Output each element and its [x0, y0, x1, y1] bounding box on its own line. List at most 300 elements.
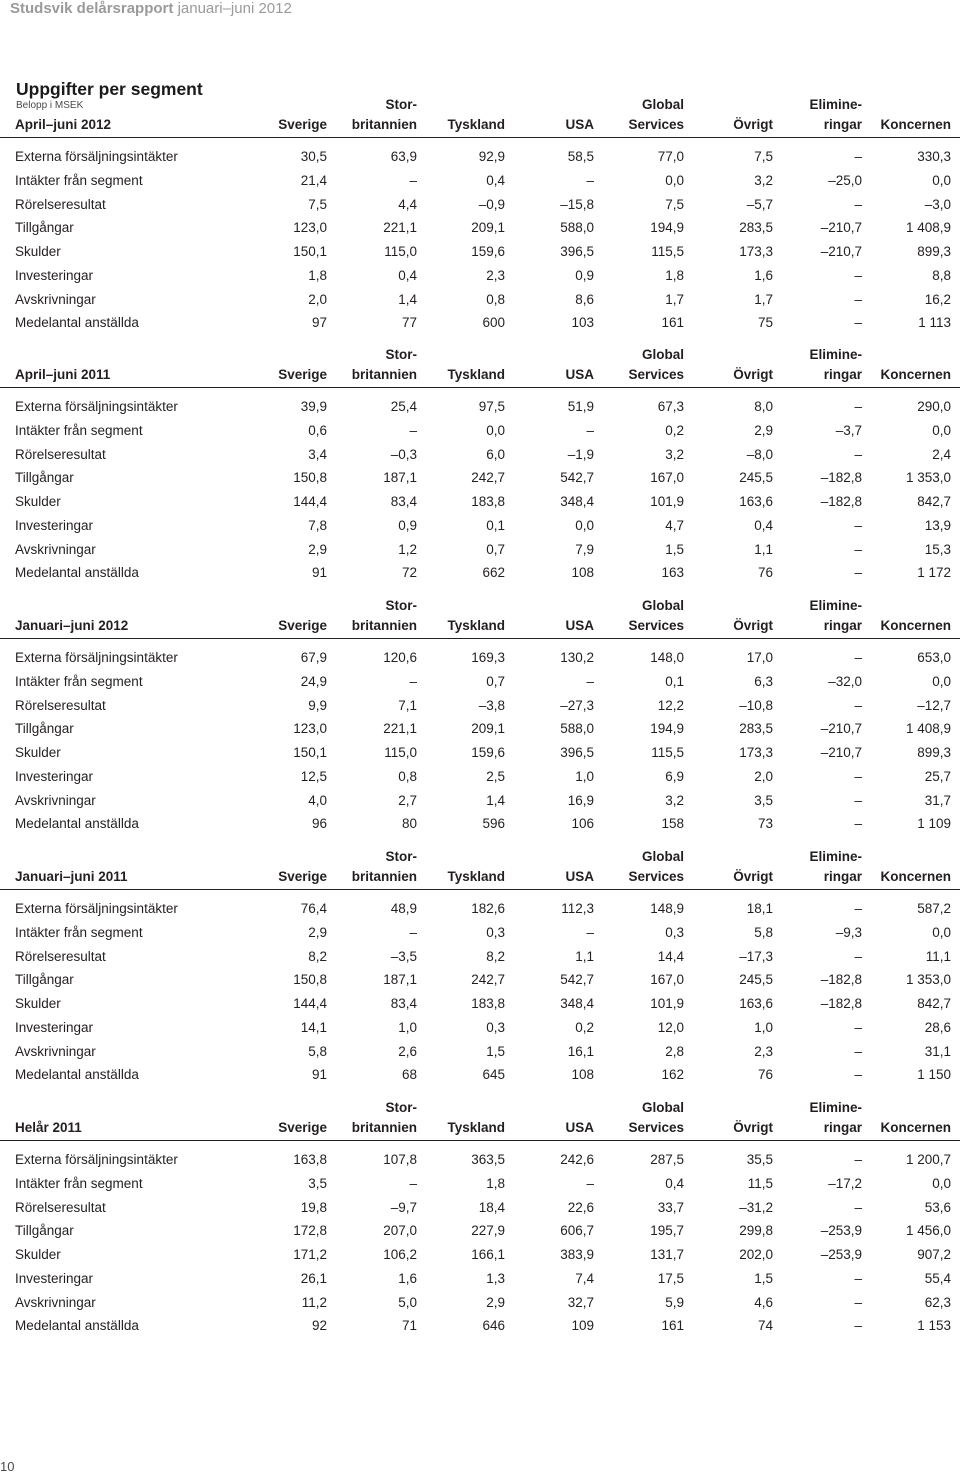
table-row [0, 1315, 960, 1339]
table-row [0, 420, 960, 444]
table-cell: 162 [661, 1067, 684, 1083]
table-cell: –31,2 [739, 1199, 773, 1215]
table-cell: 14,1 [300, 1019, 327, 1035]
table-cell: 16,2 [924, 291, 951, 307]
table-cell: 2,9 [754, 422, 773, 438]
segment-table [0, 598, 960, 837]
table-cell: 1 408,9 [905, 721, 951, 737]
table-cell: 76 [757, 1067, 773, 1083]
table-cell: 22,6 [567, 1199, 594, 1215]
table-cell: 0,0 [932, 1175, 951, 1191]
column-header [880, 1118, 951, 1138]
table-cell: 600 [482, 315, 505, 331]
table-cell: 588,0 [560, 220, 594, 236]
table-row [0, 1244, 960, 1268]
table-cell: 383,9 [560, 1247, 594, 1262]
column-header-line1: Stor- [385, 1100, 417, 1115]
table-cell: 907,2 [917, 1247, 951, 1262]
table-cell: – [586, 422, 594, 438]
table-cell: 72 [401, 565, 417, 581]
table-cell: 144,4 [293, 996, 327, 1011]
column-header-line2: USA [565, 618, 594, 633]
table-cell: 899,3 [917, 745, 951, 760]
column-header-line1: Stor- [385, 97, 417, 112]
table-cell: 103 [571, 315, 594, 331]
column-header-line2: Koncernen [880, 1120, 951, 1135]
table-cell: 130,2 [560, 650, 594, 665]
table-cell: 17,5 [657, 1270, 684, 1286]
table-cell: –210,7 [820, 244, 862, 259]
table-row [0, 1197, 960, 1221]
column-header-line2: USA [565, 1120, 594, 1135]
column-header-line2: Services [628, 618, 684, 633]
column-header-line2: ringar [823, 869, 862, 884]
column-header [447, 365, 505, 385]
table-cell: 1,8 [308, 267, 327, 283]
table-cell: 1,2 [398, 541, 417, 557]
table-cell: 163,6 [739, 494, 773, 509]
table-cell: 3,5 [754, 792, 773, 808]
table-cell: 2,8 [665, 1043, 684, 1059]
table-cell: 108 [571, 1067, 594, 1083]
row-label: Externa försäljningsintäkter [15, 1152, 178, 1167]
column-header-line1: Elimine- [809, 849, 862, 864]
table-cell: 1,5 [486, 1043, 505, 1059]
column-header [628, 847, 684, 887]
table-cell: – [854, 565, 862, 581]
table-cell: 8,2 [308, 948, 327, 964]
table-cell: 101,9 [650, 494, 684, 509]
table-cell: 0,0 [932, 172, 951, 188]
table-row [0, 170, 960, 194]
table-cell: 73 [757, 816, 773, 832]
row-label: Intäkter från segment [15, 924, 143, 940]
table-cell: 7,9 [575, 541, 594, 557]
row-label: Avskrivningar [15, 1043, 96, 1059]
row-label: Skulder [15, 244, 61, 259]
column-header [733, 115, 773, 135]
table-cell: – [409, 924, 417, 940]
table-cell: 2,0 [754, 768, 773, 784]
table-cell: –182,8 [820, 996, 862, 1011]
table-row [0, 1064, 960, 1088]
table-cell: 92 [311, 1318, 327, 1334]
column-header [628, 95, 684, 135]
table-cell: 17,0 [746, 650, 773, 665]
table-cell: 202,0 [739, 1247, 773, 1262]
table-cell: –0,9 [478, 196, 505, 212]
table-cell: 11,1 [925, 948, 951, 964]
table-cell: – [409, 1175, 417, 1191]
table-cell: 0,0 [575, 517, 594, 533]
table-cell: – [854, 399, 862, 414]
table-row [0, 671, 960, 695]
table-cell: 187,1 [383, 470, 417, 486]
row-label: Investeringar [15, 1019, 94, 1035]
table-cell: 245,5 [739, 470, 773, 486]
page-number: 10 [0, 1459, 15, 1474]
table-cell: 194,9 [650, 721, 684, 737]
table-cell: 0,4 [754, 517, 773, 533]
column-header [565, 365, 594, 385]
row-label: Medelantal anställda [15, 315, 139, 331]
segment-table [0, 97, 960, 336]
column-header-line1: Global [641, 347, 684, 362]
table-cell: 33,7 [657, 1199, 684, 1215]
column-header-line1: Stor- [385, 849, 417, 864]
table-cell: 55,4 [924, 1270, 951, 1286]
table-cell: 150,8 [293, 470, 327, 486]
row-label: Investeringar [15, 768, 94, 784]
column-header [565, 1118, 594, 1138]
table-cell: 172,8 [293, 1223, 327, 1239]
column-header-line2: britannien [351, 367, 417, 382]
column-header-line2: Tyskland [447, 367, 505, 382]
table-cell: 0,0 [932, 673, 951, 689]
column-header-line2: Övrigt [733, 367, 773, 382]
table-cell: 363,5 [471, 1152, 505, 1167]
table-cell: 5,9 [665, 1294, 684, 1310]
table-row [0, 647, 960, 671]
table-cell: 1,0 [575, 768, 594, 784]
table-cell: 283,5 [739, 721, 773, 737]
table-row [0, 695, 960, 719]
table-cell: 115,0 [384, 745, 417, 760]
column-header [809, 847, 862, 887]
row-label: Investeringar [15, 1270, 94, 1286]
table-cell: 3,5 [308, 1175, 327, 1191]
table-cell: 2,7 [398, 792, 417, 808]
table-cell: – [854, 768, 862, 784]
table-cell: 163,8 [293, 1152, 327, 1167]
column-header [733, 1118, 773, 1138]
table-cell: 1 353,0 [905, 470, 951, 486]
table-cell: – [854, 541, 862, 557]
table-cell: 6,0 [486, 446, 505, 462]
table-cell: 7,1 [398, 697, 417, 713]
table-cell: – [854, 1043, 862, 1059]
table-cell: – [586, 172, 594, 188]
column-header [809, 1098, 862, 1138]
column-header [352, 596, 417, 636]
table-header [0, 97, 960, 138]
table-cell: –3,0 [924, 196, 951, 212]
table-cell: 53,6 [924, 1199, 951, 1215]
row-label: Externa försäljningsintäkter [15, 650, 178, 665]
column-header-line1: Elimine- [809, 97, 862, 112]
table-cell: 587,2 [917, 901, 951, 916]
table-cell: – [854, 1199, 862, 1215]
table-cell: –17,3 [739, 948, 773, 964]
table-cell: –253,9 [820, 1223, 862, 1239]
row-label: Tillgångar [15, 1223, 74, 1239]
column-header [352, 95, 417, 135]
table-cell: 71 [401, 1318, 417, 1334]
table-cell: 16,9 [567, 792, 594, 808]
table-cell: – [409, 673, 417, 689]
table-cell: 221,1 [383, 220, 417, 236]
column-header-line2: britannien [351, 618, 417, 633]
table-cell: 28,6 [924, 1019, 951, 1035]
column-header [733, 867, 773, 887]
column-header-line2: USA [565, 117, 594, 132]
table-cell: –3,7 [835, 422, 862, 438]
column-header-line1: Stor- [385, 598, 417, 613]
table-cell: – [854, 1294, 862, 1310]
table-cell: 112,3 [561, 901, 594, 916]
column-header-line1: Elimine- [809, 598, 862, 613]
table-cell: 108 [571, 565, 594, 581]
table-cell: 283,5 [739, 220, 773, 236]
table-cell: 148,9 [650, 901, 684, 916]
table-cell: – [854, 446, 862, 462]
table-cell: 67,3 [657, 399, 684, 414]
table-cell: 0,6 [308, 422, 327, 438]
row-label: Avskrivningar [15, 792, 96, 808]
column-header-line2: britannien [351, 117, 417, 132]
table-cell: 7,4 [575, 1270, 594, 1286]
table-cell: 0,9 [398, 517, 417, 533]
table-cell: –17,2 [828, 1175, 862, 1191]
column-header-line2: ringar [823, 1120, 862, 1135]
table-cell: 7,5 [308, 196, 327, 212]
table-cell: 0,4 [665, 1175, 684, 1191]
row-label: Skulder [15, 996, 61, 1011]
table-cell: 645 [482, 1067, 505, 1083]
table-cell: 0,2 [575, 1019, 594, 1035]
table-cell: 242,7 [471, 972, 505, 988]
column-header-line2: Koncernen [880, 618, 951, 633]
table-cell: –12,7 [917, 697, 951, 713]
table-cell: 159,6 [471, 244, 505, 259]
table-cell: 0,0 [486, 422, 505, 438]
column-header-line2: Services [628, 117, 684, 132]
column-header-line2: ringar [823, 367, 862, 382]
table-cell: 101,9 [650, 996, 684, 1011]
table-cell: 62,3 [924, 1294, 951, 1310]
table-cell: 2,9 [308, 924, 327, 940]
column-header [733, 616, 773, 636]
table-cell: 662 [482, 565, 505, 581]
table-cell: 0,3 [486, 924, 505, 940]
table-row [0, 742, 960, 766]
table-cell: – [854, 1019, 862, 1035]
table-cell: 58,5 [567, 149, 594, 164]
table-cell: –27,3 [560, 697, 594, 713]
table-cell: –9,7 [390, 1199, 417, 1215]
column-header-line2: ringar [823, 117, 862, 132]
column-header-line2: Koncernen [880, 117, 951, 132]
table-cell: –25,0 [828, 172, 862, 188]
table-cell: 0,2 [665, 422, 684, 438]
table-row [0, 1292, 960, 1316]
table-cell: 209,1 [471, 721, 505, 737]
column-header [565, 616, 594, 636]
table-cell: 48,9 [390, 901, 417, 916]
table-cell: –182,8 [820, 494, 862, 509]
table-cell: 91 [311, 1067, 327, 1083]
column-header-line2: Services [628, 367, 684, 382]
column-header-line2: Services [628, 1120, 684, 1135]
table-cell: 35,5 [746, 1152, 773, 1167]
column-header-line1: Global [641, 1100, 684, 1115]
table-cell: 542,7 [560, 972, 594, 988]
table-cell: 6,3 [754, 673, 773, 689]
table-header [0, 598, 960, 639]
table-cell: 1 456,0 [905, 1223, 951, 1239]
row-label: Intäkter från segment [15, 422, 143, 438]
table-cell: 173,3 [739, 244, 773, 259]
column-header [880, 616, 951, 636]
table-row [0, 790, 960, 814]
row-label: Medelantal anställda [15, 565, 139, 581]
table-cell: 163,6 [739, 996, 773, 1011]
table-cell: 182,6 [471, 901, 505, 916]
table-cell: – [854, 697, 862, 713]
table-cell: – [854, 267, 862, 283]
table-row [0, 146, 960, 170]
table-body [0, 1149, 960, 1339]
table-cell: 899,3 [917, 244, 951, 259]
table-cell: 4,0 [308, 792, 327, 808]
table-cell: 646 [482, 1318, 505, 1334]
table-cell: 7,8 [308, 517, 327, 533]
table-cell: 207,0 [383, 1223, 417, 1239]
table-cell: –1,9 [567, 446, 594, 462]
column-header-line2: Services [628, 869, 684, 884]
table-cell: 842,7 [917, 996, 951, 1011]
table-cell: 30,5 [300, 149, 327, 164]
column-header-line2: Sverige [278, 117, 327, 132]
table-cell: 8,6 [575, 291, 594, 307]
table-cell: – [854, 1067, 862, 1083]
table-cell: 150,8 [293, 972, 327, 988]
table-cell: 1,5 [754, 1270, 773, 1286]
row-label: Avskrivningar [15, 541, 96, 557]
row-label: Rörelseresultat [15, 697, 106, 713]
table-cell: 3,2 [665, 792, 684, 808]
table-cell: – [854, 196, 862, 212]
table-row [0, 241, 960, 265]
table-cell: 1 113 [918, 315, 951, 331]
table-cell: 19,8 [300, 1199, 327, 1215]
table-cell: 15,3 [924, 541, 951, 557]
table-header [0, 849, 960, 890]
row-label: Skulder [15, 494, 61, 509]
table-row [0, 467, 960, 491]
table-row [0, 444, 960, 468]
column-header [447, 115, 505, 135]
table-cell: 12,0 [657, 1019, 684, 1035]
table-row [0, 1041, 960, 1065]
table-cell: 1,4 [486, 792, 505, 808]
column-header-line2: britannien [351, 869, 417, 884]
table-cell: 148,0 [650, 650, 684, 665]
table-cell: 6,9 [665, 768, 684, 784]
table-cell: 0,1 [665, 673, 684, 689]
column-header [880, 365, 951, 385]
table-body [0, 396, 960, 586]
table-cell: – [854, 1270, 862, 1286]
row-label: Avskrivningar [15, 1294, 96, 1310]
table-row [0, 1017, 960, 1041]
table-cell: – [586, 1175, 594, 1191]
table-cell: 0,3 [486, 1019, 505, 1035]
column-header-line1: Global [641, 849, 684, 864]
table-row [0, 898, 960, 922]
column-header-line1: Elimine- [809, 347, 862, 362]
table-cell: 0,1 [486, 517, 505, 533]
table-cell: 2,0 [308, 291, 327, 307]
row-label: Tillgångar [15, 972, 74, 988]
table-cell: 4,6 [754, 1294, 773, 1310]
table-cell: 3,2 [665, 446, 684, 462]
table-cell: 183,8 [471, 494, 505, 509]
table-cell: 1 408,9 [905, 220, 951, 236]
table-row [0, 969, 960, 993]
column-header [733, 365, 773, 385]
column-header [447, 616, 505, 636]
table-cell: 348,4 [560, 996, 594, 1011]
row-label: Skulder [15, 1247, 61, 1262]
row-label: Investeringar [15, 517, 94, 533]
table-row [0, 718, 960, 742]
row-label: Externa försäljningsintäkter [15, 149, 178, 164]
table-row [0, 813, 960, 837]
table-cell: 1,3 [486, 1270, 505, 1286]
table-cell: 67,9 [300, 650, 327, 665]
table-cell: 173,3 [739, 745, 773, 760]
table-cell: 97,5 [478, 399, 505, 414]
table-cell: – [854, 816, 862, 832]
report-title: Studsvik delårsrapport [10, 0, 174, 17]
table-cell: 167,0 [650, 470, 684, 486]
table-cell: 11,2 [301, 1294, 327, 1310]
table-cell: 161 [661, 315, 684, 331]
column-header [447, 867, 505, 887]
column-header-line2: Tyskland [447, 869, 505, 884]
column-header-line2: USA [565, 869, 594, 884]
table-cell: – [409, 172, 417, 188]
table-cell: 91 [311, 565, 327, 581]
table-row [0, 562, 960, 586]
table-cell: 74 [757, 1318, 773, 1334]
row-label: Externa försäljningsintäkter [15, 901, 178, 916]
table-row [0, 1268, 960, 1292]
table-cell: 131,7 [650, 1247, 684, 1262]
table-cell: 287,5 [650, 1152, 684, 1167]
table-cell: 92,9 [478, 149, 505, 164]
table-cell: 1 109 [917, 816, 951, 832]
table-cell: 12,2 [657, 697, 684, 713]
row-label: Investeringar [15, 267, 94, 283]
column-header [278, 115, 327, 135]
table-cell: 76 [757, 565, 773, 581]
period-label: April–juni 2011 [15, 367, 111, 382]
table-cell: – [854, 901, 862, 916]
row-label: Intäkter från segment [15, 172, 143, 188]
table-cell: 14,4 [657, 948, 684, 964]
table-cell: – [854, 517, 862, 533]
table-cell: 163 [661, 565, 684, 581]
column-header-line2: britannien [351, 1120, 417, 1135]
table-cell: 653,0 [917, 650, 951, 665]
table-cell: –210,7 [820, 721, 862, 737]
table-cell: 842,7 [917, 494, 951, 509]
row-label: Rörelseresultat [15, 948, 106, 964]
column-header [565, 867, 594, 887]
column-header [278, 867, 327, 887]
